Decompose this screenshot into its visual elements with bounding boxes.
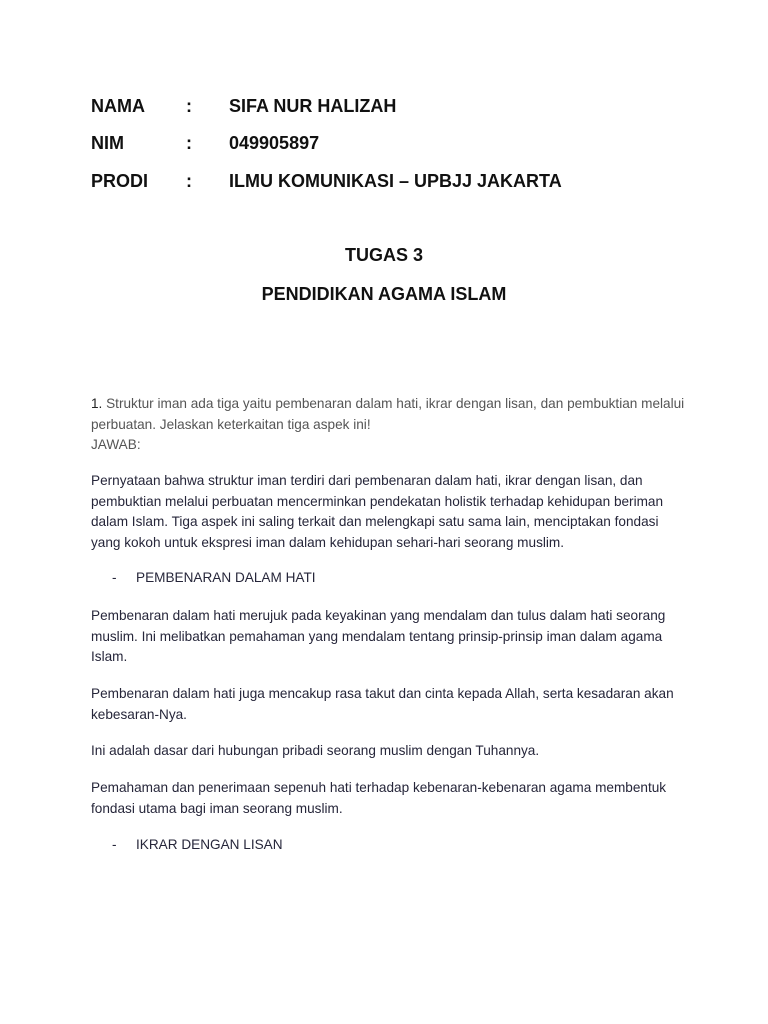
- paragraph-3: Ini adalah dasar dari hubungan pribadi seorang muslim dengan Tuhannya.: [91, 743, 540, 758]
- bullet-item: [112, 570, 316, 585]
- bullet-text: IKRAR DENGAN LISAN: [136, 837, 283, 852]
- info-value: SIFA NUR HALIZAH: [229, 95, 397, 116]
- question-number: 1.: [91, 396, 103, 411]
- info-row-nama: [91, 93, 396, 119]
- paragraph-1: Pembenaran dalam hati merujuk pada keyakinan yang mendalam dan tulus dalam hati seorang muslim. Ini melibatkan pemahaman yang mendalam tentang prinsip-prinsip iman dalam agama Islam.: [91, 608, 666, 665]
- intro-paragraph: Pernyataan bahwa struktur iman terdiri dari pembenaran dalam hati, ikrar dengan lisan, dan pembuktian melalui perbuatan mencerminkan pendekatan holistik terhadap kehidupan beriman dalam Islam. Tiga aspek ini saling terkait dan melengkapi satu sama lain, menciptakan fondasi yang kokoh untuk ekspresi iman dalam kehidupan sehari-hari seorang muslim.: [91, 473, 664, 551]
- bullet-item: [112, 837, 283, 852]
- paragraph-2: Pembenaran dalam hati juga mencakup rasa takut dan cinta kepada Allah, serta kesadaran akan kebesaran-Nya.: [91, 686, 674, 722]
- info-colon: :: [186, 170, 192, 191]
- question-text: Struktur iman ada tiga yaitu pembenaran dalam hati, ikrar dengan lisan, dan pembuktian melalui perbuatan. Jelaskan keterkaitan tiga aspek ini!: [91, 396, 685, 432]
- info-label: NIM: [91, 132, 124, 153]
- bullet-dash: -: [112, 570, 117, 585]
- answer-label: JAWAB:: [91, 437, 141, 453]
- assignment-title: TUGAS 3: [344, 245, 423, 265]
- info-row-prodi: [91, 168, 562, 194]
- question-paragraph: [91, 394, 691, 435]
- info-value: 049905897: [229, 132, 320, 153]
- info-label: NAMA: [91, 95, 145, 116]
- paragraph-4: Pemahaman dan penerimaan sepenuh hati terhadap kebenaran-kebenaran agama membentuk fondasi utama bagi iman seorang muslim.: [91, 780, 667, 816]
- info-row-nim: [91, 130, 319, 156]
- subject-title: PENDIDIKAN AGAMA ISLAM: [261, 284, 507, 304]
- info-colon: :: [186, 95, 192, 116]
- bullet-dash: -: [112, 837, 117, 852]
- info-colon: :: [186, 132, 192, 153]
- info-label: PRODI: [91, 170, 149, 191]
- info-value: ILMU KOMUNIKASI – UPBJJ JAKARTA: [229, 170, 562, 191]
- bullet-text: PEMBENARAN DALAM HATI: [136, 570, 316, 585]
- question-block: [91, 394, 691, 456]
